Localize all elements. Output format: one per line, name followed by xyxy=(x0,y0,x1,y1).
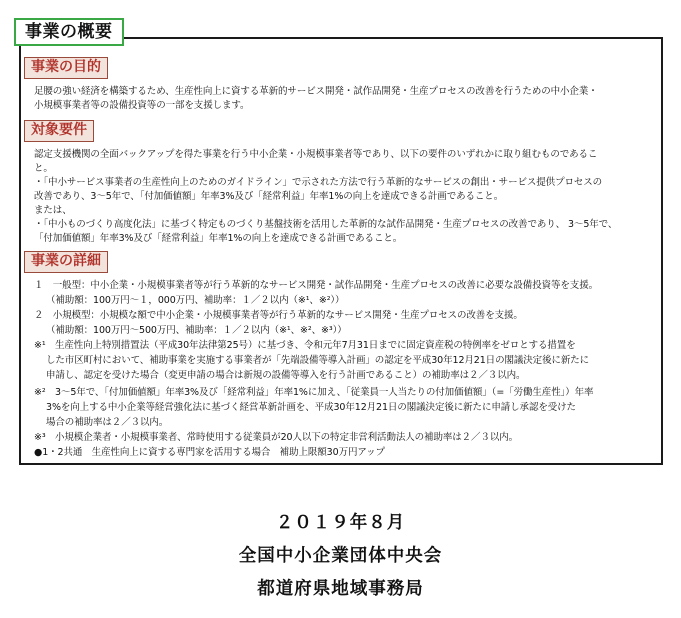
requirements-line: または、 xyxy=(34,205,72,216)
requirements-line: 「付加価値額」年率3%及び「経常利益」年率1%の向上を達成できる計画であること。 xyxy=(34,233,403,244)
requirements-line: と。 xyxy=(34,163,53,174)
requirements-line: ・「中小ものづくり高度化法」に基づく特定ものづくり基盤技術を活用した革新的な試作品開発・生産プロセスの改善であり、 3～5年で、 xyxy=(34,219,618,230)
requirements-line: 認定支援機関の全面バックアップを得た事業を行う中小企業・小規模事業者等であり、以下の要件のいずれかに取り組むものであるこ xyxy=(34,149,598,160)
section-heading-requirements: 対象要件 xyxy=(24,120,94,142)
details-line: 申請し、認定を受けた場合（変更申請の場合は新規の設備等導入を行う計画であること）の補助率は２／３以内。 xyxy=(46,370,526,381)
details-line: ※² 3～5年で、「付加価値額」年率3%及び「経常利益」年率1%に加え、「従業員一人当たりの付加価値額」（=「労働生産性」）年率 xyxy=(34,387,594,398)
details-line: （補助額：100万円～１，000万円、補助率：１／２以内（※¹、※²）） xyxy=(46,295,345,306)
details-line: ２ 小規模型：小規模な額で中小企業・小規模事業者等が行う革新的なサービス開発・生産プロセスの改善を支援。 xyxy=(34,310,523,321)
details-line: 3%を向上する中小企業等経営強化法に基づく経営革新計画を、平成30年12月21日の閣議決定後に新たに申請し承認を受けた xyxy=(46,402,576,413)
requirements-line: ・「中小サービス事業者の生産性向上のためのガイドライン」で示された方法で行う革新的なサービスの創出・サービス提供プロセスの xyxy=(34,177,603,188)
requirements-line: 改善であり、3～5年で、「付加価値額」年率3%及び「経常利益」年率1%の向上を達成できる計画であること。 xyxy=(34,191,504,202)
details-line: ※¹ 生産性向上特別措置法（平成30年法律第25号）に基づき、令和元年7月31日までに固定資産税の特例率をゼロとする措置を xyxy=(34,340,576,351)
page-title: 事業の概要 xyxy=(14,18,124,46)
section-heading-purpose: 事業の目的 xyxy=(24,57,108,79)
details-line: 場合の補助率は２／３以内。 xyxy=(46,417,169,428)
details-line: ●1・2共通 生産性向上に資する専門家を活用する場合 補助上限額30万円アップ xyxy=(34,447,385,458)
purpose-line: 足腰の強い経済を構築するため、生産性向上に資する革新的サービス開発・試作品開発・生産プロセスの改善を行うための中小企業・ xyxy=(34,86,598,97)
purpose-line: 小規模事業者等の設備投資等の一部を支援します。 xyxy=(34,100,250,111)
details-line: １ 一般型：中小企業・小規模事業者等が行う革新的なサービス開発・試作品開発・生産プロセスの改善に必要な設備投資等を支援。 xyxy=(34,280,599,291)
details-line: （補助額：100万円～500万円、補助率：１／２以内（※¹、※²、※³）） xyxy=(46,325,347,336)
footer-org: 全国中小企業団体中央会 xyxy=(238,546,443,566)
details-line: した市区町村において、補助事業を実施する事業者が「先端設備等導入計画」の認定を平成30年12月21日の閣議決定後に新たに xyxy=(46,355,590,366)
footer-date: ２０１９年８月 xyxy=(275,513,406,533)
section-heading-details: 事業の詳細 xyxy=(24,251,108,273)
footer-office: 都道府県地域事務局 xyxy=(257,579,424,599)
details-line: ※³ 小規模企業者・小規模事業者、常時使用する従業員が20人以下の特定非営利活動法人の補助率は２／３以内。 xyxy=(34,432,519,443)
